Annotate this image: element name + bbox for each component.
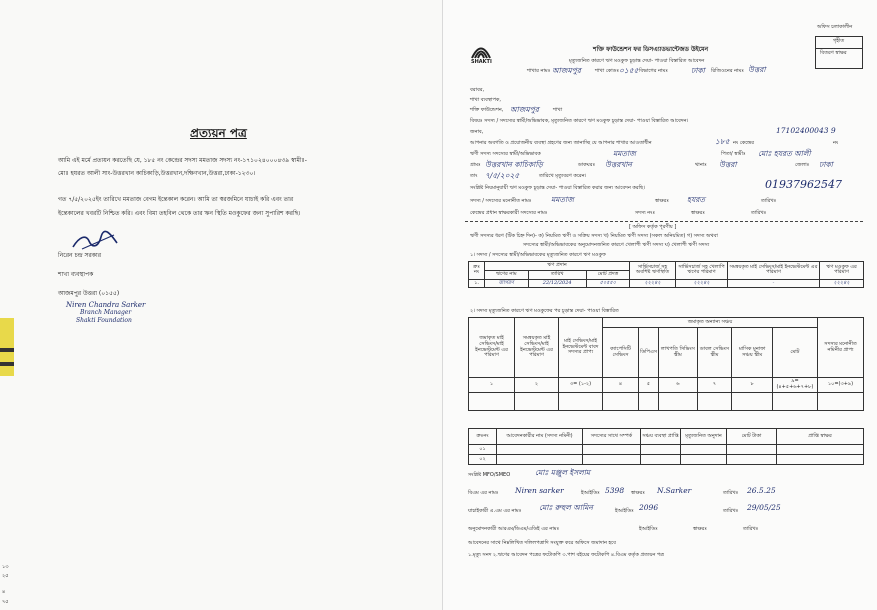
t3-h-total: মোট টাকা	[727, 429, 777, 445]
certificate-para2-line1: গত ৭/৫/২০২৫ইং তারিখে মমতাজ বেগম ইন্তেকাল করেন। আমি তা স্বরজমিনে যাচাই করি এবং তার	[58, 196, 294, 203]
mfo-value: মোঃ মঞ্জুল ইসলাম	[535, 468, 591, 477]
letter-body-1: আপনার অবগতি ও প্রয়োজনীয় ব্যবস্থা গ্রহণের জন্য জানাচ্ছি যে আপনার শাখার আওতাধীন	[470, 140, 652, 146]
table-row	[469, 445, 864, 455]
t2-num: ২	[515, 378, 559, 393]
divider	[465, 221, 863, 222]
t3-row-sl: ০১	[469, 445, 497, 455]
letter-salutation: জনাব,	[470, 129, 484, 135]
edge-mark: ৪	[2, 589, 6, 595]
edge-rule	[0, 348, 14, 352]
verifier-value: মোঃ রুহুল আমিন	[539, 503, 593, 512]
stamp-line-2: Branch Manager	[80, 309, 132, 316]
t3-h-grant: মৃত্যুজনিত অনুদান	[681, 429, 727, 445]
sig-value: হযরত	[687, 195, 706, 204]
letter-to-org: শক্তি ফাউন্ডেশন,	[470, 107, 504, 113]
bm-id-label: ইআইডিঃ	[581, 490, 600, 496]
letter-to: বরাবর,	[470, 87, 485, 93]
letter-to-role: শাখা ব্যবস্থাপক,	[470, 97, 501, 103]
office-note-1: ঋণী সদস্যর ধরণ (টিক চিহ্ন দিন)- ক) নিয়মিত ঋণী ও সক্রিয় সদস্য খ) নিয়মিত ঋণী সদস্য (সকল অনিয়মিত) গ) সদস্য অথবা	[470, 233, 718, 239]
t3-h-name: আবেদনকারীর নাম (সদস্য নমিনী)	[497, 429, 583, 445]
logo-text: SHAKTI	[471, 59, 492, 65]
t1-cell-name: জাগরণ	[485, 279, 529, 288]
stamp-line-1: Niren Chandra Sarker	[66, 301, 146, 309]
signatory-role: শাখা ব্যবস্থাপক	[58, 271, 94, 278]
branch-code-label: শাখা কোডঃ	[595, 68, 620, 74]
division-label: বিভাগের নামঃ	[639, 68, 668, 74]
table-row	[469, 279, 864, 288]
death-date-suffix: তারিখে মৃত্যুবরণ করেন।	[539, 173, 587, 179]
shakti-logo-icon	[470, 42, 492, 60]
org-name: শক্তি ফাউন্ডেশন ফর ডিসএ্যাডভান্টেজড উইমেন	[593, 46, 709, 53]
father-value: মোঃ হযরত আলী	[758, 149, 811, 158]
t2-num: ৭	[697, 378, 732, 393]
t2-h6: লাখপতি সিভিংস স্কীম	[659, 328, 698, 378]
t3-row-sl: ০২	[469, 455, 497, 465]
member-name-value: মমতাজ	[613, 149, 636, 158]
death-date-label: তাং	[470, 173, 478, 179]
village-label: গ্রামঃ	[470, 162, 481, 168]
receipt-box-line2: গৃহীত	[833, 38, 845, 44]
t2-h-group: জমাকৃত অন্যান্য সঞ্চয়	[603, 318, 818, 328]
t1-h-adjust: সমন্বয়কৃত মাই সেভিংস/মাই ইনভেস্টমেন্ট এর পরিমাণ	[728, 262, 820, 280]
t3-h-sl: ক্রঃনং	[469, 429, 497, 445]
t1-h-serv1: সার্ভিসচার্জ সহ অবশিষ্ট ঋণস্থিতি	[630, 262, 676, 280]
t2-h10: সদস্যর মনোনীত নমিনীর প্রাপ্য	[818, 318, 864, 378]
t2-num: ৫	[639, 378, 659, 393]
mfo-label: সংশ্লিষ্ট MFO/SMEO	[468, 472, 511, 478]
sig-label-2: স্বাক্ষরঃ	[691, 210, 705, 216]
bm-name-value: Niren sarker	[515, 486, 564, 495]
village-value: উত্তরখান কাচিকাড়ি	[485, 160, 543, 169]
manager-signature	[70, 230, 120, 252]
certificate-para1-line2: মোঃ হযরত আলী সাং-উত্তরখান কাচিকাড়ি,উত্তরখান,দক্ষিণখান,উত্তরা,ঢাকা-১২৩০।	[58, 170, 256, 177]
bm-id-value: 5398	[605, 486, 625, 495]
center-number-suffix: নং কেন্দ্রের	[733, 140, 755, 146]
t1-h-sl: ক্রঃ নং	[469, 262, 485, 280]
letter-body-2: ঋণী সদস্য সদস্যের স্বামী/অভিভাবক	[470, 151, 541, 157]
letter-branch-value: আজমপুর	[510, 105, 539, 114]
verifier-date-value: 29/05/25	[747, 503, 781, 512]
bm-sig-value: N.Sarker	[657, 486, 692, 495]
edge-mark: ২৫	[2, 573, 9, 579]
t2-num: ১০=(৩+৯)	[818, 378, 864, 393]
post-label: ডাকঘরঃ	[578, 162, 596, 168]
office-note-2: সদস্যের স্বামী/অভিভাবকের অনুমোদনজনিত কারণে খেলাপী ঋণী সদস্য ঘ) খেলাপী ঋণী সদস্য	[523, 242, 710, 248]
thana-label: থানাঃ	[695, 162, 707, 168]
father-label: পিতা/ স্বামীঃ	[721, 151, 746, 157]
branch-code-value: ০১৫৫	[619, 66, 639, 75]
t3-h-share: সঞ্চয় ব্যবস্থা প্রাপ্তি	[641, 429, 681, 445]
approver-date-label: তারিখঃ	[743, 526, 759, 532]
letter-subject: বিষয়ঃ সদস্য / সদস্যের স্বামী/অভিভাবক, মৃত্যুজনিত কারণে ঋণ মওকুফ চূড়ান্ত দেয়া- পাওয়া বিস্তারিত আবেদন।	[470, 118, 689, 124]
t2-num: ৪	[603, 378, 639, 393]
sig-label: স্বাক্ষরঃ	[655, 198, 669, 204]
t1-h-date: তারিখ	[528, 270, 586, 279]
t1-h-amount: মোট প্রদত্ত	[586, 270, 629, 279]
t2-num: ৩= (১-২)	[559, 378, 603, 393]
table1-title: ১। সদস্য / সদস্যের স্বামী/অভিভাবকের মৃত্যুজনিত কারণে ঋণ মওকুফ	[470, 252, 606, 258]
member-no-label: সদস্য নংঃ	[635, 210, 656, 216]
region-label: রিজিওনের নামঃ	[711, 68, 744, 74]
table-row	[469, 392, 864, 410]
stamp-line-3: Shakti Foundation	[76, 317, 132, 324]
final-settlement-table	[468, 317, 864, 411]
table2-title: ২। সদস্য মৃত্যুজনিত কারণে ঋণ মওকুফের পর চূড়ান্ত দেয়া- পাওয়া বিস্তারিত	[470, 308, 619, 314]
death-date-value: ৭/৫/২০২৫	[485, 171, 520, 180]
center-sig-label: কেন্দ্রের প্রধান স্বাক্ষরকারী সদস্যের নামঃ	[470, 210, 548, 216]
form-title: মৃত্যুজনিত কারণে ঋণ মওকুফ চূড়ান্ত দেয়া- পাওয়া বিস্তারিত আবেদন	[569, 58, 705, 64]
table-row	[469, 378, 864, 393]
signatory-name: নিরেন চন্দ্র সরকার	[58, 252, 101, 259]
office-receipt-box	[815, 25, 863, 69]
receipt-box-line1: অফিস চলাকালীন	[817, 24, 853, 30]
member-sig-value: মমতাজ	[551, 195, 574, 204]
approver-label: অনুমোদনকারী আরএম/ডিএম/এডিই এর নামঃ	[468, 526, 560, 532]
bm-date-value: 26.5.25	[747, 486, 776, 495]
member-number-value: 17102400043 9	[776, 126, 836, 135]
verifier-date-label: তারিখঃ	[723, 508, 739, 514]
t1-h-loan-group: ঋণ প্রদান	[485, 262, 630, 271]
applicant-table	[468, 428, 864, 465]
t1-cell-amount: ৫০৫৫০	[586, 279, 629, 288]
t2-num: ১	[469, 378, 515, 393]
t1-cell-adjust: -	[728, 279, 820, 288]
bm-name-label: বিএম এর নামঃ	[468, 490, 499, 496]
office-heading: [ অফিস কর্তৃক পূরণীয় ]	[629, 224, 677, 230]
branch-name: আজমপুর উত্তরা (০১৫৫)	[58, 290, 120, 297]
t2-h3: মাই সেভিংস/মাই ইনভেস্টমেন্ট বাবদ সদস্যর প্রাপ্য	[559, 318, 603, 378]
verifier-label: যাচাইকারী এ.এম এর নামঃ	[468, 508, 522, 514]
t1-cell-overdue: ২২২৪২	[676, 279, 728, 288]
t2-h4: ক্যাপেসিটি সেভিংস	[603, 328, 639, 378]
t2-h1: জমাকৃত মাই সেভিংস/মাই ইনভেস্টমেন্ট এর পরিমাণ	[469, 318, 515, 378]
attachments-title: আবেদনের সাথে নিম্নলিখিত দলিলপত্রাদি সংযুক্ত করে অফিসে জমাদান হবে	[468, 540, 616, 546]
table-row	[469, 455, 864, 465]
application-form-page	[442, 0, 877, 610]
t2-num: ৬	[659, 378, 698, 393]
t2-h7: ডাবল সেভিংস স্কীম	[697, 328, 732, 378]
bm-sig-label: স্বাক্ষরঃ	[631, 490, 645, 496]
approver-id-label: ইআইডিঃ	[639, 526, 658, 532]
district-value: ঢাকা	[819, 160, 833, 169]
t2-num: ৯=(৪+৫+৬+৭+৮)	[772, 378, 817, 393]
t1-cell-remaining: ২২২৪২	[630, 279, 676, 288]
t2-h5: ডিপিএস	[639, 328, 659, 378]
t2-h9: মোট	[772, 328, 817, 378]
certificate-para1-line1: আমি এই মর্মে প্রত্যয়ন করতেছি যে, ১৮৫ নং কেন্দ্রের সদস্য মমতাজ সদস্য নং-১৭১০২৪০০০৪৩৯ স্বামীঃ-	[58, 157, 307, 164]
edge-mark: ৭৫	[2, 599, 9, 605]
certificate-title: প্রত্যয়ন পত্র	[190, 126, 247, 140]
t2-h8: মাসিক মুনাফা সঞ্চয় স্কীম	[732, 328, 772, 378]
region-value: উত্তরা	[748, 65, 766, 74]
phone-value: 01937962547	[765, 178, 842, 191]
t1-cell-waive: ২২২৪২	[820, 279, 864, 288]
t3-h-signature: প্রাপ্তি স্বাক্ষর	[777, 429, 864, 445]
center-number-value: ১৮৫	[715, 137, 730, 146]
member-number-suffix: নং	[833, 140, 839, 146]
t1-h-waive: ঋণ মওকুফ এর পরিমাণ	[820, 262, 864, 280]
member-sig-label: সদস্য / সদস্যের মনোনীত নামঃ	[470, 198, 532, 204]
thana-value: উত্তরা	[719, 160, 737, 169]
date-label: তারিখঃ	[761, 198, 777, 204]
t2-h2: সমন্বয়কৃত মাই সেভিংস/মাই ইনভেস্টমেন্ট এর পরিমাণ	[515, 318, 559, 378]
t3-h-relation: সদস্যের সাথে সম্পর্ক	[583, 429, 641, 445]
request-line: সংশ্লিষ্ট নিয়মানুযায়ী ঋণ মওকুফ চূড়ান্ত দেয়া- পাওয়া বিস্তারিত করার জন্য আবেদন করছি।	[470, 185, 645, 191]
post-value: উত্তরখান	[605, 160, 632, 169]
division-value: ঢাকা	[691, 66, 705, 75]
letter-branch-suffix: শাখা	[553, 107, 563, 113]
certificate-para2-line2: ইন্তেকালের খবরটি নিশ্চিত করি। এবং বিমা তহবিল থেকে তার ঋন স্থিতি মওকুফের জন্য সুপারিশ করছি।	[58, 210, 301, 217]
verifier-id-label: ইআইডিঃ	[615, 508, 634, 514]
t1-cell-date: 22/12/2024	[528, 279, 586, 288]
date-label-3: তারিখঃ	[751, 210, 767, 216]
district-label: জেলাঃ	[795, 162, 810, 168]
t1-h-loan-name: ঋণের নাম	[485, 270, 529, 279]
t1-cell-sl: ১.	[469, 279, 485, 288]
verifier-id-value: 2096	[639, 503, 659, 512]
t2-num: ৮	[732, 378, 772, 393]
t1-h-serv2: সার্ভিসচার্জ সহ খেলাপি ঋণের পরিমাণ	[676, 262, 728, 280]
bm-date-label: তারিখঃ	[723, 490, 739, 496]
yellow-edge-strip	[0, 318, 14, 376]
attachments-list: ১.মৃত্যু সনদ ২.ঋণের আবেদন পত্রের ফটোকপি ৩.পাশ বইয়ের ফটোকপি ৪.বিএম কর্তৃক প্রত্যয়ন পত্র	[468, 552, 664, 558]
branch-name-value: আজমপুর	[552, 66, 581, 75]
receipt-box-line3: বিতরণ স্বাক্ষর	[820, 50, 847, 56]
approver-sig-label: স্বাক্ষরঃ	[693, 526, 707, 532]
loan-waiver-table	[468, 261, 864, 288]
edge-rule	[0, 362, 14, 366]
edge-mark: ১৩	[2, 564, 9, 570]
branch-name-label: শাখার নামঃ	[527, 68, 551, 74]
